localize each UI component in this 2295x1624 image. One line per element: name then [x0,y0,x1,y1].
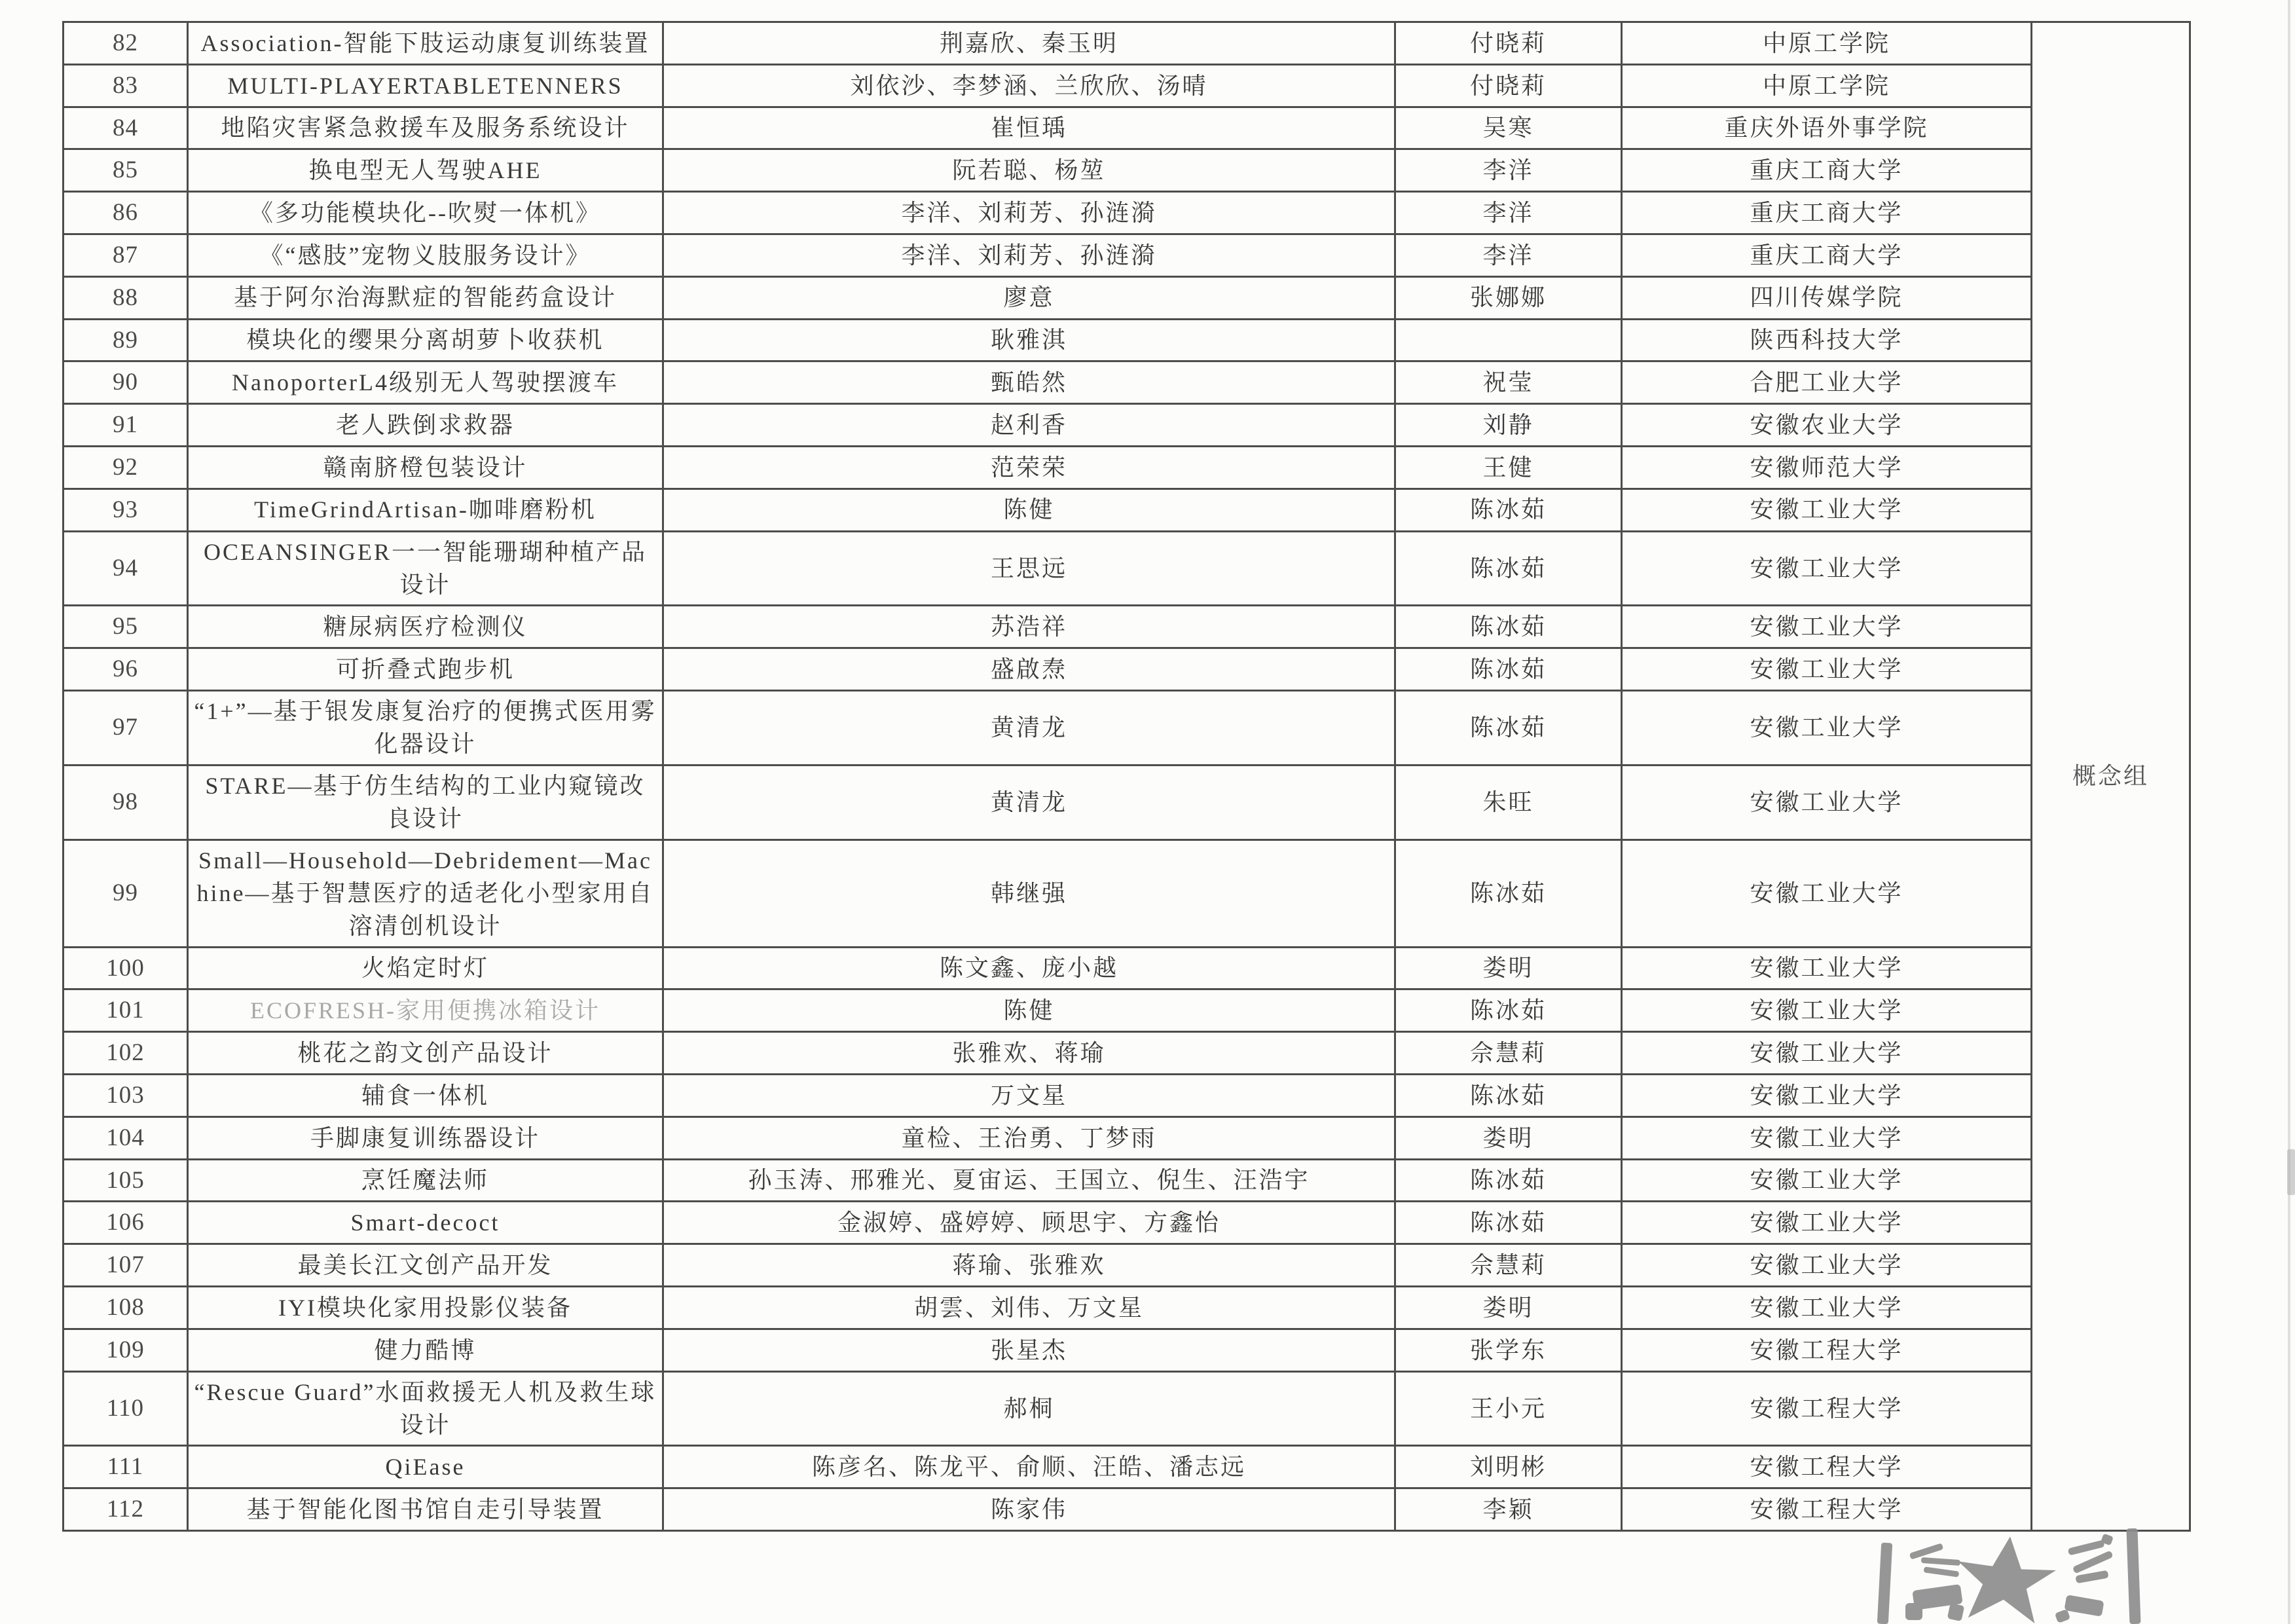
cell-row-number: 99 [64,840,188,947]
cell-row-number: 101 [64,989,188,1032]
cell-project-name: 最美长江文创产品开发 [188,1244,663,1287]
cell-row-number: 100 [64,947,188,989]
cell-team-members: 李洋、刘莉芳、孙涟漪 [663,192,1395,234]
table-row [64,1287,2190,1329]
cell-advisor: 佘慧莉 [1395,1032,1622,1075]
cell-project-name: 基于阿尔治海默症的智能药盒设计 [188,276,663,319]
cell-university: 安徽工业大学 [1622,1287,2032,1329]
table-row [64,690,2190,765]
scan-artifact [2287,1149,2295,1195]
cell-row-number: 106 [64,1202,188,1244]
cell-team-members: 金淑婷、盛婷婷、顾思宇、方鑫怡 [663,1202,1395,1244]
cell-advisor: 李洋 [1395,149,1622,192]
cell-university: 安徽工业大学 [1622,1032,2032,1075]
cell-university: 安徽工业大学 [1622,1244,2032,1287]
table-row [64,947,2190,989]
cell-team-members: 廖意 [663,276,1395,319]
table-row [64,1446,2190,1488]
cell-row-number: 97 [64,690,188,765]
cell-row-number: 102 [64,1032,188,1075]
cell-row-number: 96 [64,648,188,691]
table-row [64,446,2190,489]
table-row [64,107,2190,149]
cell-project-name: 桃花之韵文创产品设计 [188,1032,663,1075]
results-table [62,21,2191,1532]
cell-row-number: 105 [64,1159,188,1202]
table-row [64,149,2190,192]
cell-team-members: 苏浩祥 [663,606,1395,648]
cell-team-members: 王思远 [663,531,1395,606]
cell-advisor: 陈冰茹 [1395,1075,1622,1117]
table-row [64,606,2190,648]
cell-university: 安徽农业大学 [1622,404,2032,447]
cell-university: 陕西科技大学 [1622,319,2032,361]
cell-team-members: 陈健 [663,489,1395,531]
cell-project-name: 《“感肢”宠物义肢服务设计》 [188,234,663,276]
partial-seal-stamp [1871,1524,2153,1624]
cell-advisor: 陈冰茹 [1395,489,1622,531]
cell-row-number: 82 [64,22,188,65]
cell-row-number: 112 [64,1488,188,1531]
cell-team-members: 胡雲、刘伟、万文星 [663,1287,1395,1329]
table-row [64,531,2190,606]
cell-advisor: 陈冰茹 [1395,690,1622,765]
cell-university: 中原工学院 [1622,64,2032,107]
cell-project-name: IYI模块化家用投影仪装备 [188,1287,663,1329]
cell-project-name: 手脚康复训练器设计 [188,1116,663,1159]
cell-team-members: 张星杰 [663,1329,1395,1371]
cell-row-number: 111 [64,1446,188,1488]
cell-team-members: 黄清龙 [663,765,1395,840]
cell-row-number: 104 [64,1116,188,1159]
cell-project-name: 烹饪魔法师 [188,1159,663,1202]
cell-university: 重庆工商大学 [1622,149,2032,192]
cell-project-name: “1+”—基于银发康复治疗的便携式医用雾化器设计 [188,690,663,765]
table-row [64,1329,2190,1371]
stamp-right-glyphs [2055,1534,2114,1623]
cell-university: 安徽工业大学 [1622,1116,2032,1159]
cell-row-number: 84 [64,107,188,149]
cell-project-name: QiEase [188,1446,663,1488]
cell-project-name: “Rescue Guard”水面救援无人机及救生球设计 [188,1371,663,1446]
cell-university: 安徽工业大学 [1622,1075,2032,1117]
table-row [64,1371,2190,1446]
cell-advisor: 吴寒 [1395,107,1622,149]
cell-row-number: 94 [64,531,188,606]
cell-university: 安徽工业大学 [1622,989,2032,1032]
cell-project-name: 健力酷博 [188,1329,663,1371]
cell-university: 安徽工业大学 [1622,1202,2032,1244]
cell-university: 重庆工商大学 [1622,234,2032,276]
cell-team-members: 万文星 [663,1075,1395,1117]
table-row [64,648,2190,691]
stamp-right-bar [2126,1528,2140,1624]
cell-advisor: 陈冰茹 [1395,989,1622,1032]
cell-team-members: 范荣荣 [663,446,1395,489]
cell-project-name: 换电型无人驾驶AHE [188,149,663,192]
results-table-body [64,22,2190,1531]
cell-university: 四川传媒学院 [1622,276,2032,319]
cell-row-number: 86 [64,192,188,234]
cell-row-number: 85 [64,149,188,192]
table-row [64,989,2190,1032]
table-row [64,361,2190,404]
cell-university: 安徽工程大学 [1622,1446,2032,1488]
cell-team-members: 孙玉涛、邢雅光、夏宙运、王国立、倪生、汪浩宇 [663,1159,1395,1202]
cell-row-number: 92 [64,446,188,489]
cell-team-members: 陈彦名、陈龙平、俞顺、汪皓、潘志远 [663,1446,1395,1488]
table-row [64,319,2190,361]
cell-advisor: 李洋 [1395,192,1622,234]
cell-advisor: 王小元 [1395,1371,1622,1446]
table-row [64,1075,2190,1117]
cell-advisor: 祝莹 [1395,361,1622,404]
cell-project-name: 辅食一体机 [188,1075,663,1117]
cell-project-name: MULTI-PLAYERTABLETENNERS [188,64,663,107]
cell-team-members: 刘依沙、李梦涵、兰欣欣、汤晴 [663,64,1395,107]
cell-project-name: NanoporterL4级别无人驾驶摆渡车 [188,361,663,404]
table-row [64,192,2190,234]
cell-row-number: 107 [64,1244,188,1287]
cell-advisor: 陈冰茹 [1395,531,1622,606]
cell-advisor: 付晓莉 [1395,22,1622,65]
scan-page-edge [2288,0,2290,1624]
table-row [64,234,2190,276]
star-icon [1953,1532,2059,1624]
cell-university: 安徽工业大学 [1622,531,2032,606]
cell-advisor: 娄明 [1395,1116,1622,1159]
table-row [64,404,2190,447]
cell-project-name: ECOFRESH-家用便携冰箱设计 [188,989,663,1032]
cell-project-name: 可折叠式跑步机 [188,648,663,691]
cell-row-number: 110 [64,1371,188,1446]
cell-team-members: 荆嘉欣、秦玉明 [663,22,1395,65]
cell-advisor: 陈冰茹 [1395,648,1622,691]
table-row [64,489,2190,531]
cell-university: 安徽师范大学 [1622,446,2032,489]
cell-project-name: 糖尿病医疗检测仪 [188,606,663,648]
cell-advisor: 陈冰茹 [1395,1159,1622,1202]
cell-advisor: 李颖 [1395,1488,1622,1531]
cell-team-members: 张雅欢、蒋瑜 [663,1032,1395,1075]
cell-row-number: 95 [64,606,188,648]
cell-university: 安徽工业大学 [1622,1159,2032,1202]
cell-row-number: 108 [64,1287,188,1329]
cell-team-members: 盛啟焘 [663,648,1395,691]
cell-project-name: TimeGrindArtisan-咖啡磨粉机 [188,489,663,531]
cell-university: 安徽工程大学 [1622,1329,2032,1371]
cell-team-members: 李洋、刘莉芳、孙涟漪 [663,234,1395,276]
cell-advisor: 李洋 [1395,234,1622,276]
table-row [64,64,2190,107]
cell-project-name: 《多功能模块化--吹熨一体机》 [188,192,663,234]
cell-team-members: 赵利香 [663,404,1395,447]
cell-university: 安徽工业大学 [1622,765,2032,840]
cell-team-members: 甄皓然 [663,361,1395,404]
cell-project-name: 模块化的缨果分离胡萝卜收获机 [188,319,663,361]
cell-team-members: 韩继强 [663,840,1395,947]
stamp-left-bar [1877,1543,1892,1624]
cell-advisor: 刘明彬 [1395,1446,1622,1488]
cell-project-name: Smart-decoct [188,1202,663,1244]
cell-row-number: 109 [64,1329,188,1371]
cell-row-number: 88 [64,276,188,319]
cell-row-number: 103 [64,1075,188,1117]
cell-row-number: 91 [64,404,188,447]
cell-group-label: 概念组 [2032,22,2190,1531]
cell-university: 重庆工商大学 [1622,192,2032,234]
cell-advisor [1395,319,1622,361]
cell-advisor: 王健 [1395,446,1622,489]
cell-university: 安徽工程大学 [1622,1488,2032,1531]
cell-advisor: 陈冰茹 [1395,606,1622,648]
cell-advisor: 陈冰茹 [1395,840,1622,947]
cell-university: 安徽工业大学 [1622,690,2032,765]
cell-project-name: 火焰定时灯 [188,947,663,989]
table-row [64,1244,2190,1287]
cell-project-name: Small—Household—Debridement—Machine—基于智慧医疗的适老化小型家用自溶清创机设计 [188,840,663,947]
cell-team-members: 童检、王治勇、丁梦雨 [663,1116,1395,1159]
cell-university: 安徽工业大学 [1622,606,2032,648]
cell-team-members: 郝桐 [663,1371,1395,1446]
cell-university: 中原工学院 [1622,22,2032,65]
cell-project-name: 基于智能化图书馆自走引导装置 [188,1488,663,1531]
cell-university: 安徽工业大学 [1622,489,2032,531]
cell-advisor: 陈冰茹 [1395,1202,1622,1244]
table-row [64,1202,2190,1244]
cell-university: 安徽工程大学 [1622,1371,2032,1446]
table-row [64,22,2190,65]
cell-team-members: 陈健 [663,989,1395,1032]
cell-row-number: 93 [64,489,188,531]
cell-team-members: 陈家伟 [663,1488,1395,1531]
cell-row-number: 90 [64,361,188,404]
cell-university: 安徽工业大学 [1622,840,2032,947]
cell-advisor: 朱旺 [1395,765,1622,840]
cell-project-name: Association-智能下肢运动康复训练装置 [188,22,663,65]
cell-project-name: 地陷灾害紧急救援车及服务系统设计 [188,107,663,149]
cell-advisor: 娄明 [1395,947,1622,989]
cell-team-members: 耿雅淇 [663,319,1395,361]
cell-project-name: OCEANSINGER一一智能珊瑚种植产品设计 [188,531,663,606]
cell-team-members: 崔恒瑀 [663,107,1395,149]
cell-university: 安徽工业大学 [1622,947,2032,989]
cell-team-members: 蒋瑜、张雅欢 [663,1244,1395,1287]
cell-advisor: 张娜娜 [1395,276,1622,319]
cell-advisor: 刘静 [1395,404,1622,447]
table-row [64,765,2190,840]
table-row [64,840,2190,947]
cell-advisor: 张学东 [1395,1329,1622,1371]
cell-advisor: 佘慧莉 [1395,1244,1622,1287]
cell-team-members: 黄清龙 [663,690,1395,765]
table-row [64,276,2190,319]
cell-university: 合肥工业大学 [1622,361,2032,404]
cell-project-name: STARE—基于仿生结构的工业内窥镜改良设计 [188,765,663,840]
cell-row-number: 87 [64,234,188,276]
cell-row-number: 98 [64,765,188,840]
cell-advisor: 娄明 [1395,1287,1622,1329]
cell-row-number: 89 [64,319,188,361]
cell-project-name: 赣南脐橙包装设计 [188,446,663,489]
cell-project-name: 老人跌倒求救器 [188,404,663,447]
cell-team-members: 陈文鑫、庞小越 [663,947,1395,989]
cell-advisor: 付晓莉 [1395,64,1622,107]
cell-row-number: 83 [64,64,188,107]
cell-team-members: 阮若聪、杨堃 [663,149,1395,192]
table-row [64,1116,2190,1159]
table-row [64,1032,2190,1075]
cell-university: 重庆外语外事学院 [1622,107,2032,149]
table-row [64,1159,2190,1202]
stamp-left-glyphs [1905,1543,1964,1621]
cell-university: 安徽工业大学 [1622,648,2032,691]
